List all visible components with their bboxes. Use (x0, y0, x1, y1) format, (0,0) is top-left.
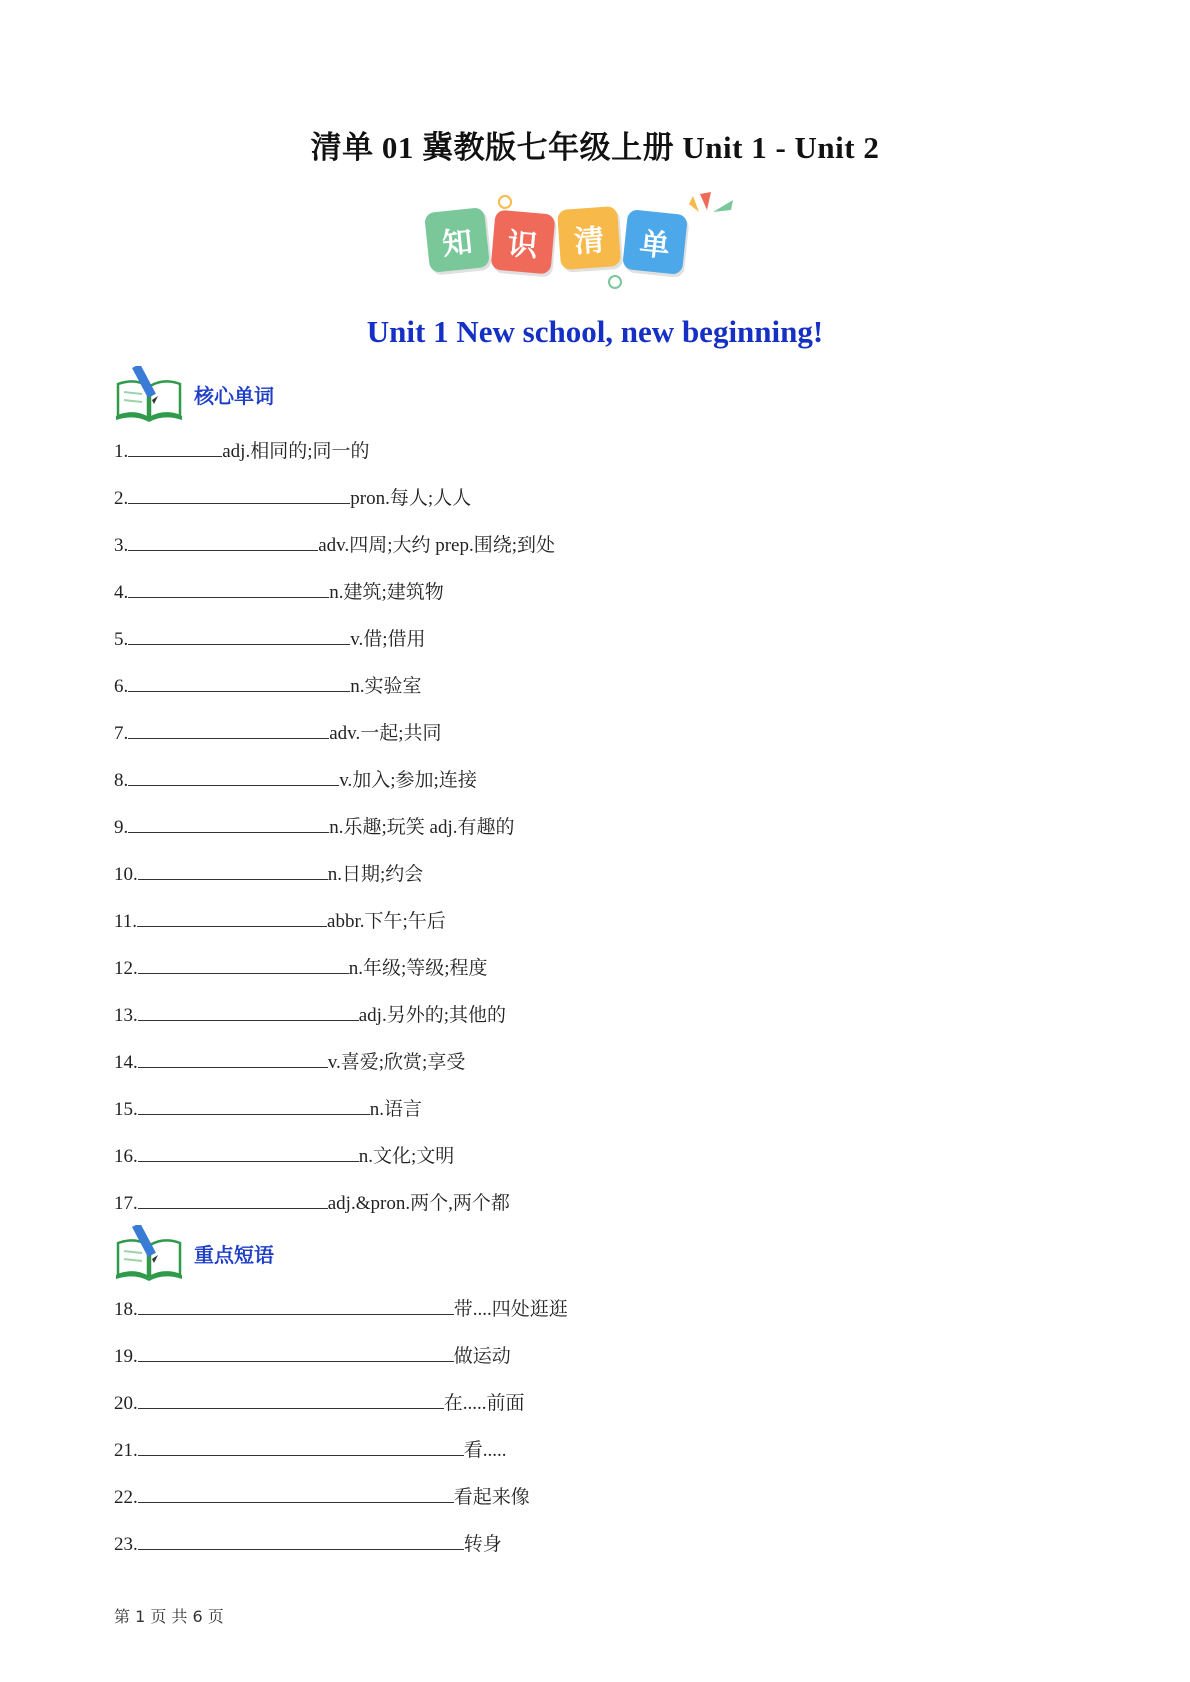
item-number: 19. (114, 1346, 138, 1367)
badge-tile-2: 识 (490, 209, 555, 274)
item-meaning: n.语言 (369, 1099, 423, 1120)
list-item (114, 767, 477, 793)
answer-blank[interactable] (138, 1531, 464, 1550)
answer-blank[interactable] (128, 532, 318, 551)
badge-tile-1: 知 (424, 207, 490, 273)
list-item (114, 814, 515, 840)
item-meaning: n.文化;文明 (358, 1146, 455, 1167)
answer-blank[interactable] (138, 1296, 454, 1315)
answer-blank[interactable] (128, 814, 329, 833)
item-meaning: v.借;借用 (350, 629, 426, 650)
item-number: 15. (114, 1099, 138, 1120)
item-meaning: v.加入;参加;连接 (339, 770, 477, 791)
answer-blank[interactable] (138, 955, 349, 974)
answer-blank[interactable] (138, 1343, 454, 1362)
item-number: 16. (114, 1146, 138, 1167)
list-item (114, 1390, 525, 1416)
item-number: 6. (114, 676, 129, 697)
answer-blank[interactable] (128, 720, 329, 739)
answer-blank[interactable] (138, 1437, 464, 1456)
section-key-phrases (114, 1225, 414, 1281)
list-item (114, 1002, 506, 1028)
list-item (114, 579, 444, 605)
list-item (114, 673, 422, 699)
badge-tile-4: 单 (622, 209, 688, 275)
book-pencil-icon (114, 366, 184, 422)
knowledge-list-badge (440, 182, 745, 292)
list-item (114, 1096, 422, 1122)
item-meaning: adj.相同的;同一的 (222, 441, 370, 462)
list-item (114, 1437, 507, 1463)
list-item (114, 861, 423, 887)
item-number: 17. (114, 1193, 138, 1214)
section-label: 核心单词 (194, 384, 274, 408)
item-meaning: n.乐趣;玩笑 adj.有趣的 (329, 817, 515, 838)
item-meaning: 做运动 (453, 1346, 511, 1367)
answer-blank[interactable] (138, 1143, 359, 1162)
section-core-words (114, 366, 414, 422)
answer-blank[interactable] (128, 767, 339, 786)
item-number: 11. (114, 911, 138, 932)
list-item (114, 955, 488, 981)
section-label: 重点短语 (194, 1243, 274, 1267)
item-meaning: n.实验室 (350, 676, 422, 697)
item-meaning: 看起来像 (453, 1487, 530, 1508)
list-item (114, 1484, 530, 1510)
item-number: 4. (114, 582, 129, 603)
answer-blank[interactable] (128, 485, 350, 504)
item-meaning: 转身 (463, 1534, 502, 1555)
item-number: 2. (114, 488, 129, 509)
answer-blank[interactable] (128, 673, 350, 692)
item-number: 13. (114, 1005, 138, 1026)
item-number: 12. (114, 958, 138, 979)
item-number: 20. (114, 1393, 138, 1414)
list-item (114, 626, 426, 652)
item-meaning: v.喜爱;欣赏;享受 (327, 1052, 466, 1073)
item-number: 9. (114, 817, 129, 838)
item-meaning: 在.....前面 (443, 1393, 525, 1414)
item-meaning: adj.另外的;其他的 (358, 1005, 506, 1026)
item-number: 5. (114, 629, 129, 650)
answer-blank[interactable] (128, 579, 329, 598)
list-item (114, 438, 370, 464)
list-item (114, 1531, 502, 1557)
list-item (114, 1190, 510, 1216)
item-meaning: adv.一起;共同 (329, 723, 442, 744)
answer-blank[interactable] (128, 626, 350, 645)
item-number: 10. (114, 864, 138, 885)
item-number: 23. (114, 1534, 138, 1555)
item-meaning: 带....四处逛逛 (453, 1299, 568, 1320)
list-item (114, 1296, 568, 1322)
list-item (114, 720, 441, 746)
answer-blank[interactable] (128, 438, 222, 457)
item-number: 7. (114, 723, 129, 744)
item-meaning: abbr.下午;午后 (327, 911, 446, 932)
item-number: 1. (114, 441, 129, 462)
item-number: 8. (114, 770, 129, 791)
unit-heading: Unit 1 New school, new beginning! (366, 314, 824, 349)
answer-blank[interactable] (137, 908, 327, 927)
item-number: 22. (114, 1487, 138, 1508)
answer-blank[interactable] (138, 1390, 444, 1409)
book-pencil-icon (114, 1225, 184, 1281)
item-meaning: adj.&pron.两个,两个都 (327, 1193, 510, 1214)
item-meaning: pron.每人;人人 (350, 488, 472, 509)
item-meaning: n.日期;约会 (327, 864, 424, 885)
page-footer: 第 1 页 共 6 页 (114, 1607, 224, 1626)
list-item (114, 908, 446, 934)
item-number: 14. (114, 1052, 138, 1073)
answer-blank[interactable] (138, 861, 328, 880)
answer-blank[interactable] (138, 1484, 454, 1503)
item-meaning: n.年级;等级;程度 (348, 958, 488, 979)
item-meaning: adv.四周;大约 prep.围绕;到处 (318, 535, 556, 556)
item-number: 21. (114, 1440, 138, 1461)
list-item (114, 532, 555, 558)
list-item (114, 485, 471, 511)
answer-blank[interactable] (138, 1002, 359, 1021)
list-item (114, 1049, 465, 1075)
answer-blank[interactable] (138, 1096, 370, 1115)
list-item (114, 1143, 454, 1169)
badge-tile-3: 清 (557, 206, 621, 270)
item-meaning: n.建筑;建筑物 (329, 582, 444, 603)
answer-blank[interactable] (138, 1190, 328, 1209)
item-number: 3. (114, 535, 129, 556)
item-number: 18. (114, 1299, 138, 1320)
item-meaning: 看..... (463, 1440, 507, 1461)
list-item (114, 1343, 511, 1369)
page-title: 清单 01 冀教版七年级上册 Unit 1 - Unit 2 (310, 130, 880, 165)
answer-blank[interactable] (138, 1049, 328, 1068)
